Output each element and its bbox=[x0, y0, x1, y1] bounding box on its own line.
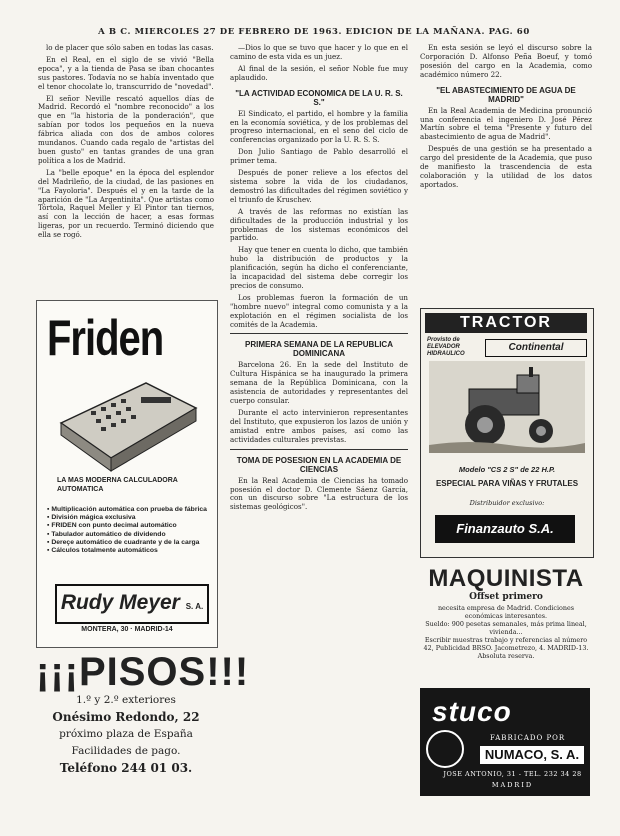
paragraph: Durante el acto intervinieron representantes del Instituto, que expusieron los lazos de unión y amistad entre ambos países, así como las actividades culturales previstas. bbox=[230, 408, 408, 444]
paragraph: El Sindicato, el partido, el hombre y la familia en la economía soviética, y de los problemas del progreso internacional, en el seno del ciclo de conferencias organizado por la U. R. S. S. bbox=[230, 108, 408, 145]
friden-logo: Friden bbox=[47, 311, 164, 366]
feature-item: ▪ Multiplicación automática con prueba de fábrica bbox=[47, 506, 212, 514]
tractor-advertisement bbox=[420, 308, 594, 558]
divider bbox=[230, 449, 408, 450]
feature-item: ▪ Dereçe automático de cuadrante y de la carga bbox=[47, 539, 212, 547]
distributor-label: Distribuidor exclusivo: bbox=[469, 499, 545, 507]
stuco-fabricado: FABRICADO POR bbox=[490, 734, 566, 742]
dealer-suffix: S. A. bbox=[185, 602, 204, 611]
paragraph: A través de las reformas no existían las dificultades de la producción industrial y los problemas de los sistemas económicos del partido. bbox=[230, 206, 408, 243]
paragraph: Después de una gestión se ha presentado a cargo del presidente de la Academia, que puso de manifiesto la trascendencia de esta colaboración y la utilidad de los datos aportados. bbox=[420, 144, 592, 189]
tractor-model: Modelo "CS 2 S" de 22 H.P. bbox=[458, 465, 556, 474]
pisos-line: próximo plaza de España bbox=[59, 728, 193, 740]
tractor-especial: ESPECIAL PARA VIÑAS Y FRUTALES bbox=[435, 479, 579, 488]
pisos-advertisement bbox=[36, 650, 250, 802]
paragraph: —Dios lo que se tuvo que hacer y lo que en el camino de esta vida es un juez. bbox=[230, 43, 408, 61]
maquinista-line: necesita empresa de Madrid. Condiciones económicas interesantes. bbox=[437, 604, 575, 620]
tractor-title: TRACTOR bbox=[425, 313, 587, 333]
section-heading: TOMA DE POSESION EN LA ACADEMIA DE CIENCIAS bbox=[236, 455, 402, 474]
paragraph: Don Julio Santiago de Pablo desarrolló el primer tema. bbox=[230, 147, 408, 166]
stuco-maker: NUMACO, S. A. bbox=[480, 746, 584, 764]
stuco-advertisement bbox=[420, 688, 590, 796]
pisos-title: ¡¡¡PISOS!!! bbox=[36, 650, 250, 694]
maquinista-subtitle: Offset primero bbox=[469, 592, 543, 602]
paragraph: Al final de la sesión, el señor Noble fue muy aplaudido. bbox=[230, 63, 408, 82]
paragraph: Los problemas fueron la formación de un "hombre nuevo" integral como comunista y a la explotación en el régimen socialista de los comités de la Academia. bbox=[230, 292, 408, 329]
stuco-logo: stuco bbox=[432, 696, 512, 727]
stuco-city: MADRID bbox=[491, 781, 534, 789]
paragraph: En el Real, en el siglo de se vivió "Bella epoca", y a la tienda de Pasa se iban chocantes sus pastores. Todavía no se había inventado que el tenor chocolate lo, transcurrido de "novedad". bbox=[38, 54, 214, 91]
section-heading: "EL ABASTECIMIENTO DE AGUA DE MADRID" bbox=[436, 85, 576, 104]
paragraph: Hay que tener en cuenta lo dicho, que también hubo la distribución de productos y la planificación, según ha dicho el conferenciante, la incapacidad del sistema debe corregir los precios de consumo. bbox=[230, 245, 408, 290]
feature-item: ▪ Cálculos totalmente automáticos bbox=[47, 547, 212, 555]
page-header: A B C. MIERCOLES 27 DE FEBRERO DE 1963. EDICION DE LA MAÑANA. PAG. 60 bbox=[98, 27, 530, 37]
feature-item: ▪ División mágica exclusiva bbox=[47, 514, 212, 522]
paragraph: Después de poner relieve a los efectos del sistema sobre la vida de los ciudadanos, demostró las dificultades del régimen soviético y el triunfo de Kruschev. bbox=[230, 168, 408, 204]
pisos-line: 1.º y 2.º exteriores bbox=[76, 694, 176, 706]
paragraph: La "belle epoque" en la época del esplendor del Madrileño, de la ciudad, de las pasiones en "La Fayoloria". Después el y en la tarde de la aparición de "La Argentinita". Que artistas como Tórtola, Raquel Meller y El Pintor tan tiernos, así con la lección de hacer, a esas formas ligeras, por un recuerdo. Terminó diciendo que ella se rogó. bbox=[38, 167, 214, 240]
pisos-phone: Teléfono 244 01 03. bbox=[59, 761, 193, 775]
paragraph: En la Real Academia de Ciencias ha tomado posesión el doctor D. Clemente Sáenz García, con un discurso sobre "La estructura de los sistemas geológicos". bbox=[230, 475, 408, 512]
divider bbox=[230, 333, 408, 334]
calculator-illustration bbox=[51, 363, 201, 473]
dealer-name: Rudy Meyer bbox=[60, 591, 180, 614]
friden-features-list bbox=[47, 506, 212, 555]
continental-logo: Continental bbox=[485, 339, 587, 357]
column-2-text bbox=[230, 44, 408, 784]
section-heading: PRIMERA SEMANA DE LA REPUBLICA DOMINICANA bbox=[244, 340, 393, 359]
feature-item: ▪ FRIDEN con punto decimal automático bbox=[47, 522, 212, 530]
paint-can-icon bbox=[426, 730, 464, 768]
friden-advertisement bbox=[36, 300, 218, 648]
friden-tagline: LA MAS MODERNA CALCULADORA AUTOMATICA bbox=[57, 477, 178, 493]
finanzauto-logo: Finanzauto S.A. bbox=[435, 515, 575, 543]
dealer-address: MONTERA, 30 · MADRID-14 bbox=[81, 626, 173, 633]
maquinista-line: Absoluta reserva. bbox=[477, 652, 535, 660]
paragraph: lo de placer que sólo saben en todas las casas. bbox=[46, 43, 214, 52]
column-3-text bbox=[420, 44, 592, 304]
paragraph: En esta sesión se leyó el discurso sobre la Corporación D. Alfonso Peña Boeuf, y tomó posesión del cargo en la Academia, como académico número 22. bbox=[420, 43, 592, 79]
maquinista-line: Sueldo: 900 pesetas semanales, más prima lineal, vivienda... bbox=[425, 620, 587, 636]
paragraph: El señor Neville rescató aquellos días de Madrid. Recordó el "nombre reconocido" a los que en "la historia de la ponderación", que sabían por todos los pequeños en la nueva fábrica aliada con dos de ambos colores mundanos. Cuando cada regalo de "artistas del buen gusto" en tantas grandes de una gran política a los de Madrid. bbox=[38, 93, 214, 165]
maquinista-advertisement bbox=[420, 566, 592, 682]
dealer-logo bbox=[55, 584, 209, 624]
pisos-line: Facilidades de pago. bbox=[71, 745, 181, 757]
tractor-provisto: Provisto de ELEVADOR HIDRAULICO bbox=[427, 337, 465, 357]
maquinista-title: MAQUINISTA bbox=[428, 565, 584, 592]
section-heading: "LA ACTIVIDAD ECONOMICA DE LA U. R. S. S." bbox=[235, 88, 403, 107]
pisos-line: Onésimo Redondo, 22 bbox=[52, 710, 200, 724]
stuco-address: JOSE ANTONIO, 31 - TEL. 232 34 28 bbox=[443, 770, 582, 778]
column-1-text bbox=[38, 44, 214, 262]
maquinista-line: Escribir muestras trabajo y referencias al número 42, Publicidad BRSO. Jacometrezo, 4. MADRID-13. bbox=[423, 636, 589, 652]
tractor-illustration bbox=[429, 361, 585, 453]
paragraph: Barcelona 26. En la sede del Instituto de Cultura Hispánica se ha inaugurado la primera semana de la República Dominicana, con la asistencia de autoridades y representantes del cuerpo consular. bbox=[230, 360, 408, 406]
feature-item: ▪ Tabulador automático de dividendo bbox=[47, 531, 212, 539]
paragraph: En la Real Academia de Medicina pronunció una conferencia el ingeniero D. José Pérez Martín sobre el tema "Presente y futuro del abastecimiento de agua de Madrid". bbox=[420, 105, 592, 142]
